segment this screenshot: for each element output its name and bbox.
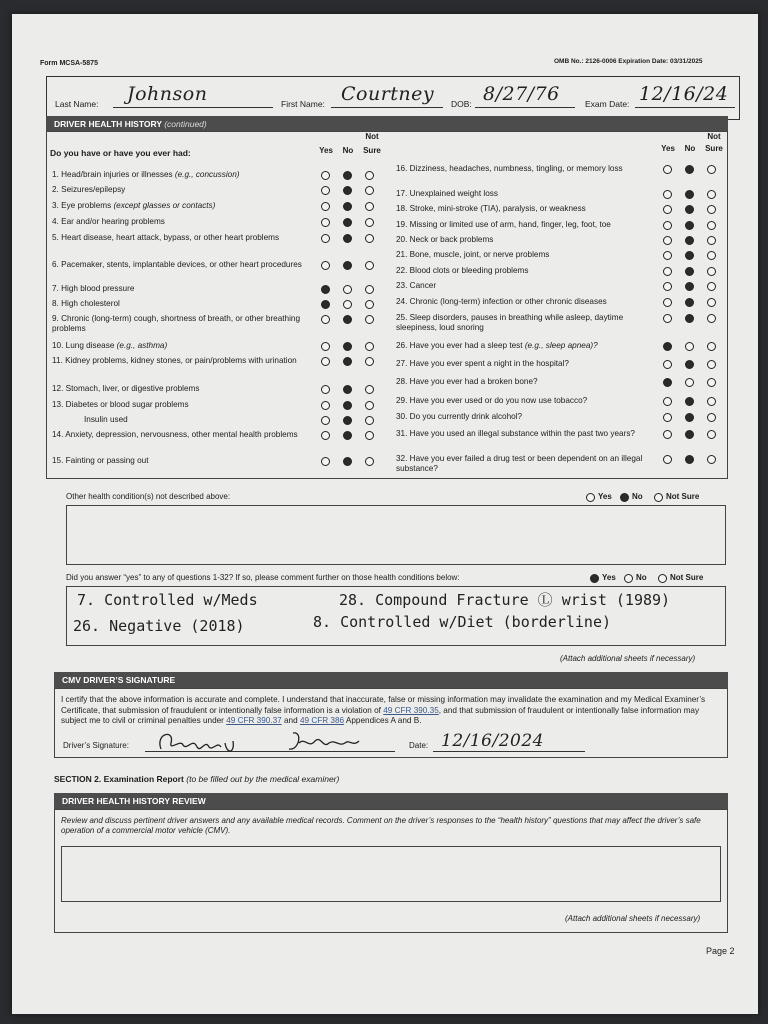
- last-name-field[interactable]: Johnson: [127, 83, 208, 105]
- radio-yes[interactable]: [321, 171, 330, 180]
- exam-date-field[interactable]: 12/16/24: [639, 83, 729, 105]
- radio-no[interactable]: [343, 401, 352, 410]
- form-id: Form MCSA-5875: [40, 60, 98, 67]
- radio-yes[interactable]: [321, 186, 330, 195]
- radio-no[interactable]: [343, 261, 352, 270]
- radio-notsure[interactable]: [707, 165, 716, 174]
- radio-yes[interactable]: [321, 218, 330, 227]
- radio-yes[interactable]: [321, 315, 330, 324]
- col-notsure-right-2: Sure: [705, 144, 723, 153]
- radio-no[interactable]: [685, 430, 694, 439]
- radio-yes[interactable]: [663, 430, 672, 439]
- radio-yes[interactable]: [663, 236, 672, 245]
- question-insulin: Insulin used: [84, 415, 128, 424]
- col-no-right: No: [684, 144, 696, 153]
- exam-date-label: Exam Date:: [585, 99, 630, 109]
- radio-no[interactable]: [343, 202, 352, 211]
- comment-line-1a: 7. Controlled w/Meds: [77, 591, 258, 609]
- question-8: 8. High cholesterol: [52, 299, 120, 308]
- dob-label: DOB:: [451, 99, 472, 109]
- radio-notsure[interactable]: [707, 413, 716, 422]
- radio-no[interactable]: [685, 190, 694, 199]
- comments-textbox[interactable]: [66, 586, 726, 646]
- radio-yes[interactable]: [663, 205, 672, 214]
- radio-notsure[interactable]: [707, 205, 716, 214]
- question-29: 29. Have you ever used or do you now use tobacco?: [396, 396, 588, 405]
- radio-notsure[interactable]: [365, 342, 374, 351]
- radio-no[interactable]: [343, 342, 352, 351]
- radio-yes[interactable]: [321, 342, 330, 351]
- question-18: 18. Stroke, mini-stroke (TIA), paralysis, or weakness: [396, 204, 586, 213]
- signature-header: CMV DRIVER’S SIGNATURE: [54, 672, 728, 688]
- link-390-35[interactable]: 49 CFR 390.35: [383, 705, 439, 715]
- radio-no[interactable]: [343, 171, 352, 180]
- radio-notsure[interactable]: [365, 218, 374, 227]
- question-28: 28. Have you ever had a broken bone?: [396, 377, 538, 386]
- dob-field[interactable]: 8/27/76: [483, 83, 560, 105]
- question-16: 16. Dizziness, headaches, numbness, tingling, or memory loss: [396, 164, 623, 173]
- radio-notsure[interactable]: [365, 234, 374, 243]
- question-12: 12. Stomach, liver, or digestive problems: [52, 384, 200, 393]
- radio-yes[interactable]: [663, 221, 672, 230]
- radio-notsure[interactable]: [707, 236, 716, 245]
- radio-no[interactable]: [343, 457, 352, 466]
- other-condition-textbox[interactable]: [66, 505, 726, 565]
- comment-line-2a: 26. Negative (2018): [73, 617, 245, 635]
- radio-no[interactable]: [685, 267, 694, 276]
- radio-yes[interactable]: [321, 202, 330, 211]
- radio-no[interactable]: [685, 455, 694, 464]
- radio-yes[interactable]: [321, 300, 330, 309]
- omb-number: OMB No.: 2126-0006 Expiration Date: 03/31/2025: [554, 58, 703, 65]
- first-name-field[interactable]: Courtney: [341, 83, 435, 105]
- other-condition-label: Other health condition(s) not described above:: [66, 492, 231, 501]
- radio-no[interactable]: [685, 360, 694, 369]
- radio-notsure[interactable]: [707, 267, 716, 276]
- radio-no[interactable]: [685, 314, 694, 323]
- radio-notsure[interactable]: [365, 416, 374, 425]
- radio-notsure[interactable]: [365, 261, 374, 270]
- radio-yes[interactable]: [321, 357, 330, 366]
- radio-yes[interactable]: [663, 342, 672, 351]
- comments-radio-no[interactable]: [624, 574, 633, 583]
- other-radio-notsure[interactable]: [654, 493, 663, 502]
- question-22: 22. Blood clots or bleeding problems: [396, 266, 529, 275]
- radio-yes[interactable]: [321, 431, 330, 440]
- radio-no[interactable]: [343, 285, 352, 294]
- radio-no[interactable]: [685, 205, 694, 214]
- radio-no[interactable]: [343, 300, 352, 309]
- radio-yes[interactable]: [321, 261, 330, 270]
- comments-label-notsure: Not Sure: [670, 573, 704, 582]
- review-attach-note: (Attach additional sheets if necessary): [565, 914, 701, 923]
- question-26: 26. Have you ever had a sleep test (e.g., sleep apnea)?: [396, 341, 598, 350]
- radio-notsure[interactable]: [707, 314, 716, 323]
- radio-yes[interactable]: [663, 360, 672, 369]
- radio-notsure[interactable]: [707, 397, 716, 406]
- question-2: 2. Seizures/epilepsy: [52, 185, 126, 194]
- question-9: 9. Chronic (long-term) cough, shortness of breath, or other breathing problems: [52, 314, 301, 333]
- radio-yes[interactable]: [321, 385, 330, 394]
- first-name-label: First Name:: [281, 99, 325, 109]
- radio-notsure[interactable]: [707, 190, 716, 199]
- section2-heading: SECTION 2. Examination Report (to be filled out by the medical examiner): [54, 774, 340, 784]
- comments-radio-yes[interactable]: [590, 574, 599, 583]
- radio-notsure[interactable]: [707, 221, 716, 230]
- radio-notsure[interactable]: [707, 430, 716, 439]
- question-6: 6. Pacemaker, stents, implantable devices, or other heart procedures: [52, 260, 302, 269]
- radio-yes[interactable]: [663, 267, 672, 276]
- review-box: [54, 809, 728, 933]
- link-386[interactable]: 49 CFR 386: [299, 716, 345, 725]
- comments-label-yes: Yes: [602, 573, 616, 582]
- radio-no[interactable]: [343, 431, 352, 440]
- radio-notsure[interactable]: [365, 186, 374, 195]
- question-14: 14. Anxiety, depression, nervousness, other mental health problems: [52, 430, 298, 439]
- radio-yes[interactable]: [663, 298, 672, 307]
- signature-date-field[interactable]: 12/16/2024: [441, 731, 544, 751]
- question-10: 10. Lung disease (e.g., asthma): [52, 341, 168, 350]
- radio-no[interactable]: [685, 282, 694, 291]
- radio-notsure[interactable]: [365, 401, 374, 410]
- radio-notsure[interactable]: [707, 251, 716, 260]
- col-notsure-left-2: Sure: [363, 146, 381, 155]
- radio-no[interactable]: [685, 298, 694, 307]
- certification-text: I certify that the above information is accurate and complete. I understand that inaccurate, false or missing information may invalidate the examination and my Medical Examiner’s Certificate, that submission of fraudulent or intentionally false information is a violation of 49 CFR 390.35, and that submission of fraudulent or intentionally false information may subject me to civil or criminal penalties under 49 CFR 390.37 and 49 CFR 386 Appendices A and B.: [61, 695, 706, 725]
- col-notsure-right-1: Not: [707, 132, 721, 141]
- question-27: 27. Have you ever spent a night in the hospital?: [396, 359, 569, 368]
- comments-attach-note: (Attach additional sheets if necessary): [560, 654, 696, 663]
- history-title: DRIVER HEALTH HISTORY: [54, 119, 162, 129]
- question-25: 25. Sleep disorders, pauses in breathing while asleep, daytime sleepiness, loud snoring: [396, 313, 624, 332]
- radio-notsure[interactable]: [365, 457, 374, 466]
- question-7: 7. High blood pressure: [52, 284, 135, 293]
- question-4: 4. Ear and/or hearing problems: [52, 217, 165, 226]
- question-15: 15. Fainting or passing out: [52, 456, 149, 465]
- radio-yes[interactable]: [321, 234, 330, 243]
- question-32: 32. Have you ever failed a drug test or been dependent on an illegal substance?: [396, 454, 643, 473]
- question-3: 3. Eye problems (except glasses or contacts): [52, 201, 216, 210]
- other-label-no: No: [632, 492, 643, 501]
- radio-yes[interactable]: [321, 457, 330, 466]
- question-13: 13. Diabetes or blood sugar problems: [52, 400, 189, 409]
- page-number: Page 2: [706, 946, 735, 956]
- question-19: 19. Missing or limited use of arm, hand, finger, leg, foot, toe: [396, 220, 611, 229]
- radio-notsure[interactable]: [365, 385, 374, 394]
- radio-no[interactable]: [343, 218, 352, 227]
- radio-notsure[interactable]: [365, 171, 374, 180]
- radio-no[interactable]: [685, 397, 694, 406]
- radio-no[interactable]: [343, 234, 352, 243]
- other-label-notsure: Not Sure: [666, 492, 700, 501]
- radio-notsure[interactable]: [365, 357, 374, 366]
- signature-date-label: Date:: [409, 741, 429, 750]
- comment-line-2b: 8. Controlled w/Diet (borderline): [313, 613, 612, 631]
- radio-yes[interactable]: [321, 401, 330, 410]
- other-label-yes: Yes: [598, 492, 612, 501]
- review-header: DRIVER HEALTH HISTORY REVIEW: [54, 793, 728, 809]
- question-23: 23. Cancer: [396, 281, 437, 290]
- comment-line-1b: 28. Compound Fracture Ⓛ wrist (1989): [339, 591, 671, 609]
- last-name-label: Last Name:: [55, 99, 99, 109]
- radio-yes[interactable]: [663, 413, 672, 422]
- review-textbox[interactable]: [61, 846, 721, 902]
- driver-signature-label: Driver’s Signature:: [63, 741, 129, 750]
- radio-no[interactable]: [685, 342, 694, 351]
- radio-no[interactable]: [685, 236, 694, 245]
- radio-notsure[interactable]: [365, 315, 374, 324]
- radio-yes[interactable]: [663, 251, 672, 260]
- radio-yes[interactable]: [321, 285, 330, 294]
- other-radio-yes[interactable]: [586, 493, 595, 502]
- history-section-header: [46, 116, 728, 132]
- radio-yes[interactable]: [321, 416, 330, 425]
- driver-signature-image: [153, 725, 383, 757]
- radio-notsure[interactable]: [707, 360, 716, 369]
- radio-no[interactable]: [343, 416, 352, 425]
- radio-no[interactable]: [685, 221, 694, 230]
- radio-notsure[interactable]: [707, 455, 716, 464]
- question-5: 5. Heart disease, heart attack, bypass, or other heart problems: [52, 233, 280, 242]
- radio-notsure[interactable]: [707, 282, 716, 291]
- radio-yes[interactable]: [663, 378, 672, 387]
- radio-notsure[interactable]: [707, 378, 716, 387]
- radio-yes[interactable]: [663, 282, 672, 291]
- radio-no[interactable]: [685, 165, 694, 174]
- radio-no[interactable]: [343, 315, 352, 324]
- form-page: [12, 14, 758, 1014]
- history-title-suffix: (continued): [164, 119, 207, 129]
- radio-no[interactable]: [343, 385, 352, 394]
- other-radio-no[interactable]: [620, 493, 629, 502]
- radio-yes[interactable]: [663, 314, 672, 323]
- history-prompt: Do you have or have you ever had:: [50, 148, 191, 158]
- radio-no[interactable]: [343, 357, 352, 366]
- col-yes-right: Yes: [661, 144, 675, 153]
- comments-label-no: No: [636, 573, 647, 582]
- radio-no[interactable]: [343, 186, 352, 195]
- radio-no[interactable]: [685, 413, 694, 422]
- question-17: 17. Unexplained weight loss: [396, 189, 498, 198]
- radio-notsure[interactable]: [707, 342, 716, 351]
- radio-notsure[interactable]: [707, 298, 716, 307]
- link-390-37[interactable]: 49 CFR 390.37: [226, 716, 282, 725]
- radio-notsure[interactable]: [365, 202, 374, 211]
- question-20: 20. Neck or back problems: [396, 235, 494, 244]
- radio-yes[interactable]: [663, 455, 672, 464]
- col-notsure-left-1: Not: [365, 132, 379, 141]
- col-no-left: No: [342, 146, 354, 155]
- comments-label: Did you answer “yes” to any of questions 1-32? If so, please comment further on those health conditions below:: [66, 573, 460, 582]
- radio-notsure[interactable]: [365, 300, 374, 309]
- radio-yes[interactable]: [663, 165, 672, 174]
- question-30: 30. Do you currently drink alcohol?: [396, 412, 523, 421]
- question-31: 31. Have you used an illegal substance within the past two years?: [396, 429, 635, 438]
- radio-notsure[interactable]: [365, 431, 374, 440]
- name-bar: [46, 76, 740, 120]
- radio-yes[interactable]: [663, 397, 672, 406]
- question-24: 24. Chronic (long-term) infection or other chronic diseases: [396, 297, 607, 306]
- radio-no[interactable]: [685, 251, 694, 260]
- comments-radio-notsure[interactable]: [658, 574, 667, 583]
- radio-yes[interactable]: [663, 190, 672, 199]
- radio-no[interactable]: [685, 378, 694, 387]
- radio-notsure[interactable]: [365, 285, 374, 294]
- col-yes-left: Yes: [319, 146, 333, 155]
- question-1: 1. Head/brain injuries or illnesses (e.g., concussion): [52, 170, 240, 179]
- review-instructions: Review and discuss pertinent driver answers and any available medical records. Comment on the driver’s responses to the “health history” questions that may affect the driver’s safe operation of a commercial motor vehicle (CMV).: [61, 816, 701, 835]
- signature-box: [54, 688, 728, 758]
- question-21: 21. Bone, muscle, joint, or nerve problems: [396, 250, 550, 259]
- question-11: 11. Kidney problems, kidney stones, or pain/problems with urination: [52, 356, 297, 365]
